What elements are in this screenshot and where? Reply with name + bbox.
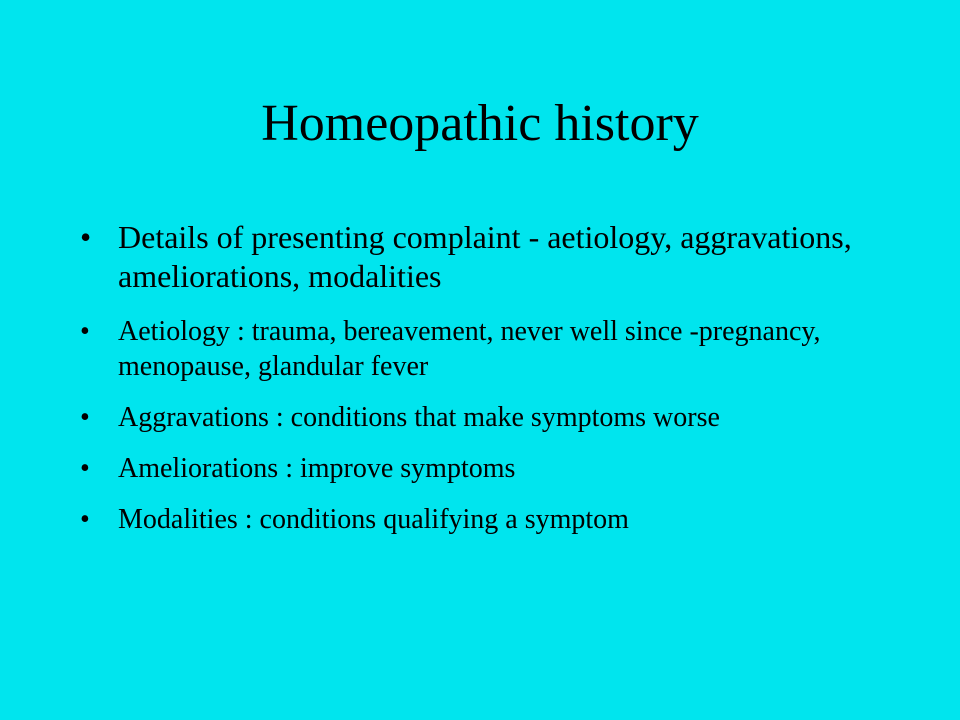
list-item [80,451,900,486]
slide-title: Homeopathic history [261,95,699,152]
list-item [80,502,900,537]
bullet-dot-icon: • [80,219,92,255]
bullet-text: Details of presenting complaint - aetiology, aggravations, ameliorations, modalities [118,219,852,294]
list-item [80,218,900,296]
bullet-dot-icon: • [80,402,90,433]
bullet-text: Aetiology : trauma, bereavement, never well since -pregnancy, menopause, glandular fever [118,316,821,382]
list-item [80,400,900,435]
bullet-list [80,218,900,553]
bullet-dot-icon: • [80,504,90,535]
bullet-text: Ameliorations : improve symptoms [118,453,516,484]
list-item [80,314,900,384]
bullet-dot-icon: • [80,453,90,484]
bullet-dot-icon: • [80,316,90,347]
bullet-text: Modalities : conditions qualifying a symptom [118,504,629,535]
bullet-text: Aggravations : conditions that make symptoms worse [118,402,720,433]
